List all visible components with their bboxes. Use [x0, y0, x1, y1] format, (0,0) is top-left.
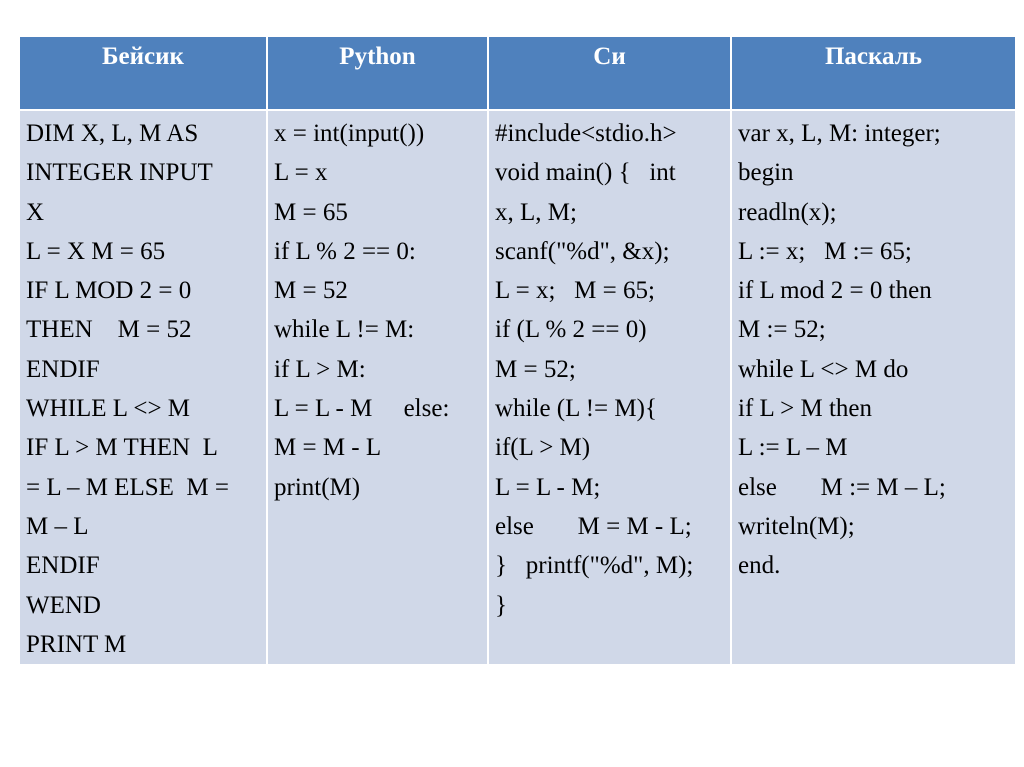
code-line: while (L != M){: [495, 395, 657, 423]
code-line: if L > M:: [274, 355, 366, 383]
code-line: DIM X, L, M AS: [26, 120, 199, 147]
code-line: L = L - M else:: [274, 395, 450, 423]
code-line: #include<stdio.h>: [495, 120, 677, 147]
code-line: print(M): [274, 473, 361, 501]
header-pascal: Паскаль: [731, 36, 1016, 110]
code-line: }: [495, 591, 507, 619]
code-line: readln(x);: [738, 198, 837, 226]
code-line: if L % 2 == 0:: [274, 237, 416, 265]
header-row: [19, 36, 1016, 110]
code-line: THEN M = 52: [26, 316, 192, 344]
code-line: ENDIF: [26, 355, 100, 383]
code-line: M = 52: [274, 277, 348, 305]
code-line: WHILE L <> M: [26, 395, 191, 423]
code-row: [19, 110, 1016, 665]
code-line: L := L – M: [738, 434, 848, 462]
code-line: ENDIF: [26, 552, 100, 580]
code-line: if L mod 2 = 0 then: [738, 277, 932, 305]
code-line: = L – M ELSE M =: [26, 473, 229, 501]
code-line: x, L, M;: [495, 198, 577, 226]
code-line: else M := M – L;: [738, 473, 946, 501]
code-line: L := x; M := 65;: [738, 237, 912, 265]
code-cell-python: [267, 110, 488, 665]
code-line: M = 65: [274, 198, 348, 226]
header-python: Python: [267, 36, 488, 110]
code-line: L = x: [274, 159, 328, 187]
code-line: L = x; M = 65;: [495, 277, 655, 305]
header-basic: Бейсик: [19, 36, 267, 110]
header-c: Си: [488, 36, 731, 110]
code-line: if(L > M): [495, 434, 591, 462]
code-line: else M = M - L;: [495, 512, 692, 540]
code-cell-c: [488, 110, 731, 665]
code-line: WEND: [26, 591, 101, 619]
code-line: scanf("%d", &x);: [495, 237, 670, 265]
code-line: M = 52;: [495, 355, 576, 383]
code-line: IF L MOD 2 = 0: [26, 277, 192, 305]
code-line: var x, L, M: integer;: [738, 120, 941, 147]
code-line: M = M - L: [274, 434, 382, 462]
code-line: while L != M:: [274, 316, 415, 344]
code-line: begin: [738, 159, 794, 187]
code-line: IF L > M THEN L: [26, 434, 218, 462]
code-line: void main() { int: [495, 159, 676, 187]
code-cell-basic: [19, 110, 267, 665]
code-line: INTEGER INPUT: [26, 159, 213, 187]
code-line: M – L: [26, 512, 89, 540]
code-line: PRINT M: [26, 630, 127, 658]
code-comparison-table: [18, 35, 1017, 666]
code-line: if L > M then: [738, 395, 872, 423]
code-cell-pascal: [731, 110, 1016, 665]
code-line: while L <> M do: [738, 355, 909, 383]
code-line: writeln(M);: [738, 512, 855, 540]
code-line: L = L - M;: [495, 473, 601, 501]
code-line: end.: [738, 552, 781, 580]
code-line: } printf("%d", M);: [495, 552, 694, 580]
code-line: X: [26, 198, 45, 226]
code-line: L = X M = 65: [26, 237, 166, 265]
code-line: M := 52;: [738, 316, 826, 344]
code-line: x = int(input()): [274, 120, 425, 147]
code-line: if (L % 2 == 0): [495, 316, 647, 344]
